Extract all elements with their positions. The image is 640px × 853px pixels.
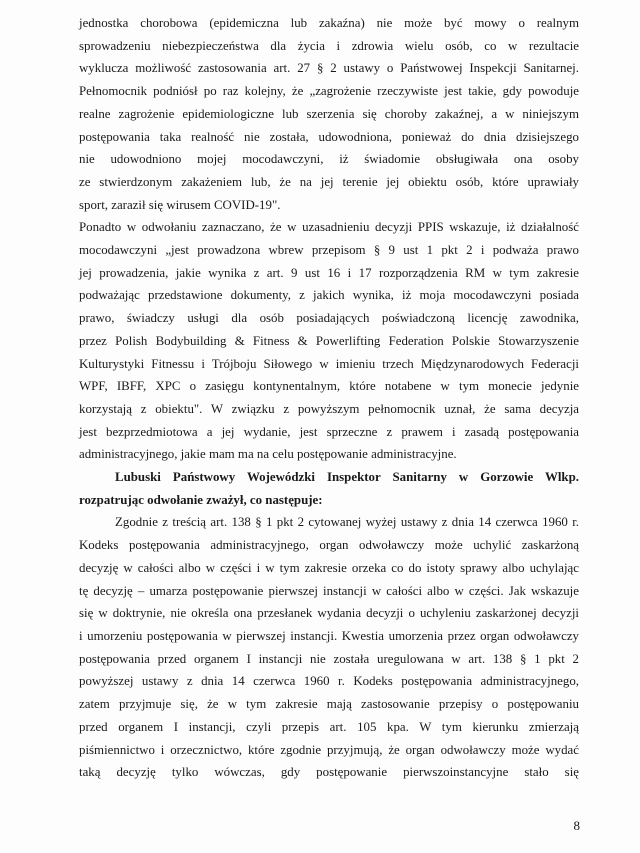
text-line: postępowania przed organem I instancji nie została uregulowana w art. 138 § 1 pkt 2 [79,651,579,666]
text-line: administracyjnego, jakie mam ma na celu postępowanie administracyjne. [79,447,457,462]
text-line: zatem przyjmuje się, że w tym zakresie mają zastosowanie przepisy o postępowaniu [79,697,579,712]
text-line: nie udowodniono mojej mocodawczyni, iż świadomie obsługiwała ona osoby [79,152,579,167]
section-heading: rozpatrując odwołanie zważył, co następuje: [79,492,323,507]
section-heading: Lubuski Państwowy Wojewódzki Inspektor Sanitarny w Gorzowie Wlkp. [115,470,579,485]
text-line: Kulturystyki Fitnessu i Trójboju Siłowego w imieniu trzech Międzynarodowych Federacji [79,356,579,371]
text-line: Kodeks postępowania administracyjnego, organ odwoławczy może uchylić zaskarżoną [79,538,579,553]
text-line: powyższej ustawy z dnia 14 czerwca 1960 r. Kodeks postępowania administracyjnego, [79,674,579,689]
text-line: wyklucza możliwość zastosowania art. 27 § 2 ustawy o Państwowej Inspekcji Sanitarnej. [79,61,579,76]
text-line: postępowania taka realność nie została, udowodniona, ponieważ do dnia dzisiejszego [79,129,579,144]
text-line: przed organem I instancji, czyli przepis art. 105 kpa. W tym kierunku zmierzają [79,719,579,734]
text-line: mocodawczyni „jest prowadzona wbrew przepisom § 9 ust 1 pkt 2 i podważa prawo [79,243,579,258]
text-line: sport, zaraził się wirusem COVID-19". [79,197,281,212]
text-line: jednostka chorobowa (epidemiczna lub zakaźna) nie może być mowy o realnym [79,16,579,30]
text-line: i umorzeniu postępowania w pierwszej instancji. Kwestia umorzenia przez organ odwoławczy [79,628,579,643]
text-line: piśmiennictwo i orzecznictwo, które zgodnie przyjmują, że organ odwoławczy może wydać [79,742,579,757]
page-number: 8 [573,818,580,833]
text-line: jest bezprzedmiotowa a jej wydanie, jest sprzeczne z prawem i zasadą postępowania [79,424,579,439]
text-line: Pełnomocnik podniósł po raz kolejny, że „zagrożenie rzeczywiste jest takie, gdy powoduje [79,84,579,99]
text-line: decyzję w całości albo w części i w tym zakresie orzeka co do istoty sprawy albo uchylając [79,560,579,575]
text-line: tę decyzję – umarza postępowanie pierwszej instancji w całości albo w części. Jak wskazuje [79,583,579,598]
text-line: jej prowadzenia, jakie wynika z art. 9 ust 16 i 17 rozporządzenia RM w tym zakresie [79,265,579,280]
text-line: przez Polish Bodybuilding & Fitness & Powerlifting Federation Polskie Stowarzyszenie [79,333,579,348]
text-line: realne zagrożenie epidemiologiczne lub szerzenia się choroby zakaźnej, a w niniejszym [79,106,579,121]
body-text [79,12,579,784]
text-line: ze stwierdzonym zakażeniem lub, że na jej terenie jej obiektu osób, które uprawiały [79,174,579,189]
text-line: podważając przedstawione dokumenty, z jakich wynika, iż moja mocodawczyni posiada [79,288,579,303]
text-line: Ponadto w odwołaniu zaznaczano, że w uzasadnieniu decyzji PPIS wskazuje, iż działalność [79,220,579,235]
text-line: taką decyzję tylko wówczas, gdy postępowanie pierwszoinstancyjne stało się [79,765,579,780]
text-line: korzystają z obiektu". W związku z powyższym pełnomocnik uznał, że sama decyzja [79,401,579,416]
text-line: prawo, świadczy usługi dla osób posiadających poświadczoną licencję zawodnika, [79,311,579,326]
text-line: się w doktrynie, nie określa ona przesłanek wydania decyzji o uchyleniu zaskarżonej decyzji [79,606,579,621]
text-line: WPF, IBFF, XPC o zasięgu kontynentalnym, które notabene w tym monecie jedynie [79,379,579,394]
text-line: sprowadzeniu niebezpieczeństwa dla życia i zdrowia wielu osób, co w rezultacie [79,38,579,53]
text-line: Zgodnie z treścią art. 138 § 1 pkt 2 cytowanej wyżej ustawy z dnia 14 czerwca 1960 r. [115,515,579,530]
